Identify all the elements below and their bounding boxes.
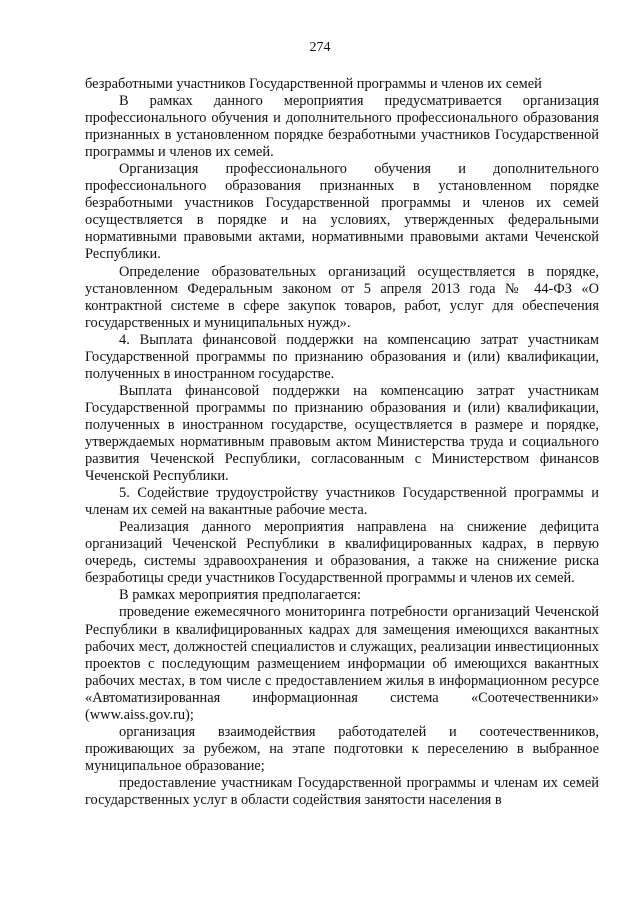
paragraph: проведение ежемесячного мониторинга потребности организаций Чеченской Республики в квалифицированных кадрах для замещения имеющихся вакантных рабочих мест, должностей специалистов и служащих, реализации инвестиционных проектов с последующим размещением информации об имеющихся вакантных рабочих местах, в том числе с предоставлением жилья в информационном ресурсе «Автоматизированная информационная система «Соотечественники» (www.aiss.gov.ru);	[85, 604, 599, 723]
paragraph: организация взаимодействия работодателей и соотечественников, проживающих за рубежом, на этапе подготовки к переселению в выбранное муниципальное образование;	[85, 723, 599, 774]
paragraph: Реализация данного мероприятия направлена на снижение дефицита организаций Чеченской Республики в квалифицированных кадрах, в первую очередь, системы здравоохранения и образования, а также на снижение риска безработицы среди участников Государственной программы и членов их семей.	[85, 519, 599, 587]
paragraph: безработными участников Государственной программы и членов их семей	[85, 76, 542, 92]
page-number: 274	[309, 40, 331, 55]
paragraph: 4. Выплата финансовой поддержки на компенсацию затрат участникам Государственной программы по признанию образования и (или) квалификации, полученных в иностранном государстве.	[85, 331, 599, 382]
paragraph: Выплата финансовой поддержки на компенсацию затрат участникам Государственной программы по признанию образования и (или) квалификации, полученных в иностранном государстве, осуществляется в размере и порядке, утверждаемых нормативным правовым актом Министерства труда и социального развития Чеченской Республики, согласованным с Министерством финансов Чеченской Республики.	[85, 382, 599, 485]
paragraph: В рамках данного мероприятия предусматривается организация профессионального обучения и дополнительного профессионального образования признанных в установленном порядке безработными участников Государственной программы и членов их семей.	[85, 93, 599, 161]
paragraph: Организация профессионального обучения и дополнительного профессионального образования признанных в установленном порядке безработными участников Государственной программы и членов их семей осуществляется в порядке и на условиях, утвержденных федеральными нормативными правовыми актами, нормативными правовыми актами Чеченской Республики.	[85, 161, 599, 263]
paragraph: Определение образовательных организаций осуществляется в порядке, установленном Федеральным законом от 5 апреля 2013 года № 44-ФЗ «О контрактной системе в сфере закупок товаров, работ, услуг для обеспечения государственных и муниципальных нужд».	[85, 263, 599, 331]
paragraph: 5. Содействие трудоустройству участников Государственной программы и членам их семей на вакантные рабочие места.	[85, 485, 599, 519]
paragraph: В рамках мероприятия предполагается:	[119, 587, 361, 604]
document-body	[85, 76, 599, 809]
paragraph: предоставление участникам Государственной программы и членам их семей государственных услуг в области содействия занятости населения в	[85, 774, 599, 808]
